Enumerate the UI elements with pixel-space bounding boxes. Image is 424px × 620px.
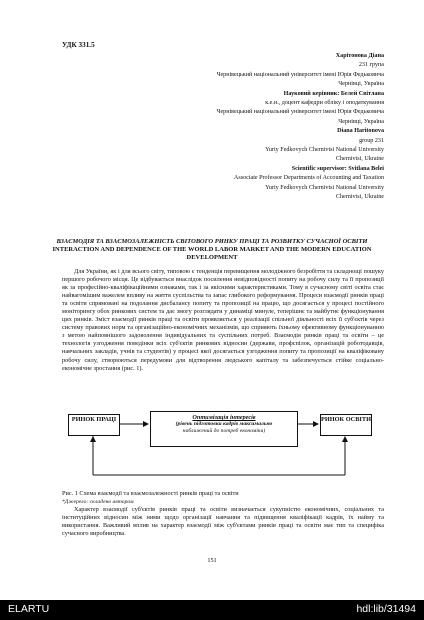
author-line: Scientific supervisor: Svitlana Belei: [291, 165, 384, 172]
body-text-2: [62, 506, 384, 538]
author-line: Yuriy Fedkovych Chernivtsi National University: [265, 184, 384, 191]
udc-code: УДК 331.5: [62, 41, 95, 49]
author-line: Чернівецький національний університет імені Юрія Федьковича: [216, 109, 384, 116]
repository-name: ELARTU: [8, 603, 50, 615]
author-line: Харітонова Діана: [335, 53, 384, 59]
author-line: Chernivtsi, Ukraine: [335, 156, 384, 163]
optimization-line-2: наближений до потреб економіки): [182, 428, 266, 434]
author-line: Diana Haritonova: [337, 128, 384, 135]
paragraph: Для України, як і для всього світу, типовою є тенденція перевищення молодіжного безробіття та складнощі пошуку першого робочого місця. Це відбувається внаслідок посилення невідповідності попиту на робочу силу та її пропозиції як за професійно-кваліфікаційними ознаками, так і за якісними характеристиками. Тому в сучасному світі освіта стає найвагомішим важелем впливу на життя суспільства та запас глибокого реформування. Процеси взаємодії ринків праці та освіти спрямовані на подолання дисбалансу попиту та пропозиції на працю, що досягається у процесі постійного моніторингу обох ринкових систем та дає змогу розглядати у динаміці минуле, теперішнє та майбутнє функціонування цих ринків. Зміст взаємодії ринків праці та освіти проявляється у реалізації спільної діяльності всіх її суб'єктів через систему правових норм та організаційно-економічних механізмів, що сприяють їхньому ефективному функціонуванню з метою найповнішого задоволення індивідуальних та суспільних потреб. Взаємодія ринків праці та освіти – це технологія узгодження поведінки всіх суб'єктів ринкових відносин (держави, профспілок, організацій роботодавців, навчальних закладів, учнів та студентів) у процесі якої досягається узгодження попиту та пропозиції на кваліфіковану робочу силу, створюються передумови для відтворення людського капіталу та забезпечується стійке соціально-економічне зростання (рис. 1).: [62, 268, 384, 372]
repository-footer: [0, 600, 424, 620]
figure-caption: Рис. 1 Схема взаємодії та взаємозалежності ринків праці та освіти: [62, 490, 239, 497]
figure-diagram: [62, 409, 384, 487]
handle-link[interactable]: hdl:lib/31494: [356, 603, 416, 615]
page-number: 151: [207, 557, 217, 564]
author-line: Associate Professor Departments of Accounting and Taxation: [233, 175, 384, 182]
author-line: Chernivtsi, Ukraine: [335, 194, 384, 201]
optimization-title: Оптимізація інтересів: [192, 414, 256, 421]
author-line: Чернівці, Україна: [338, 81, 384, 88]
figure-source: *Джерело: складено автором: [62, 499, 134, 505]
optimization-line-1: (рівень підготовки кадрів максимально: [175, 421, 273, 427]
author-line: group 231: [359, 137, 384, 144]
author-block: [54, 52, 384, 203]
labor-market-box: РИНОК ПРАЦІ: [68, 414, 120, 436]
title-ukrainian: ВЗАЄМОДІЯ ТА ВЗАЄМОЗАЛЕЖНІСТЬ СВІТОВОГО РИНКУ ПРАЦІ ТА РОЗВИТКУ СУЧАСНОЇ ОСВІТИ: [56, 238, 368, 245]
paragraph: Характер взаємодії суб'єктів ринків праці та освіти визначається сукупністю економічних, соціальних та інституційних відносин між ними щодо організації навчання та підвищення кваліфікації кадрів, їх найму та використання. Важливий вплив на характер взаємодії між суб'єктами ринків праці та освіти має тип та специфіка сучасного виробництва.: [62, 506, 384, 538]
title-english: INTERACTION AND DEPENDENCE OF THE WORLD LABOR MARKET AND THE MODERN EDUCATION DEVELOPMENT: [52, 246, 372, 262]
author-line: Чернівецький національний університет імені Юрія Федьковича: [216, 71, 384, 78]
article-title: [40, 238, 384, 263]
optimization-box: [150, 411, 298, 447]
author-line: Чернівці, Україна: [338, 118, 384, 125]
author-line: Науковий керівник: Белей Світлана: [283, 90, 384, 97]
author-line: Yuriy Fedkovych Chernivtsi National University: [265, 147, 384, 154]
body-text-1: [62, 268, 384, 373]
author-line: к.е.н., доцент кафедри обліку і оподаткування: [265, 100, 384, 107]
education-market-box: РИНОК ОСВІТИ: [320, 414, 372, 436]
author-line: 231 група: [358, 62, 384, 69]
